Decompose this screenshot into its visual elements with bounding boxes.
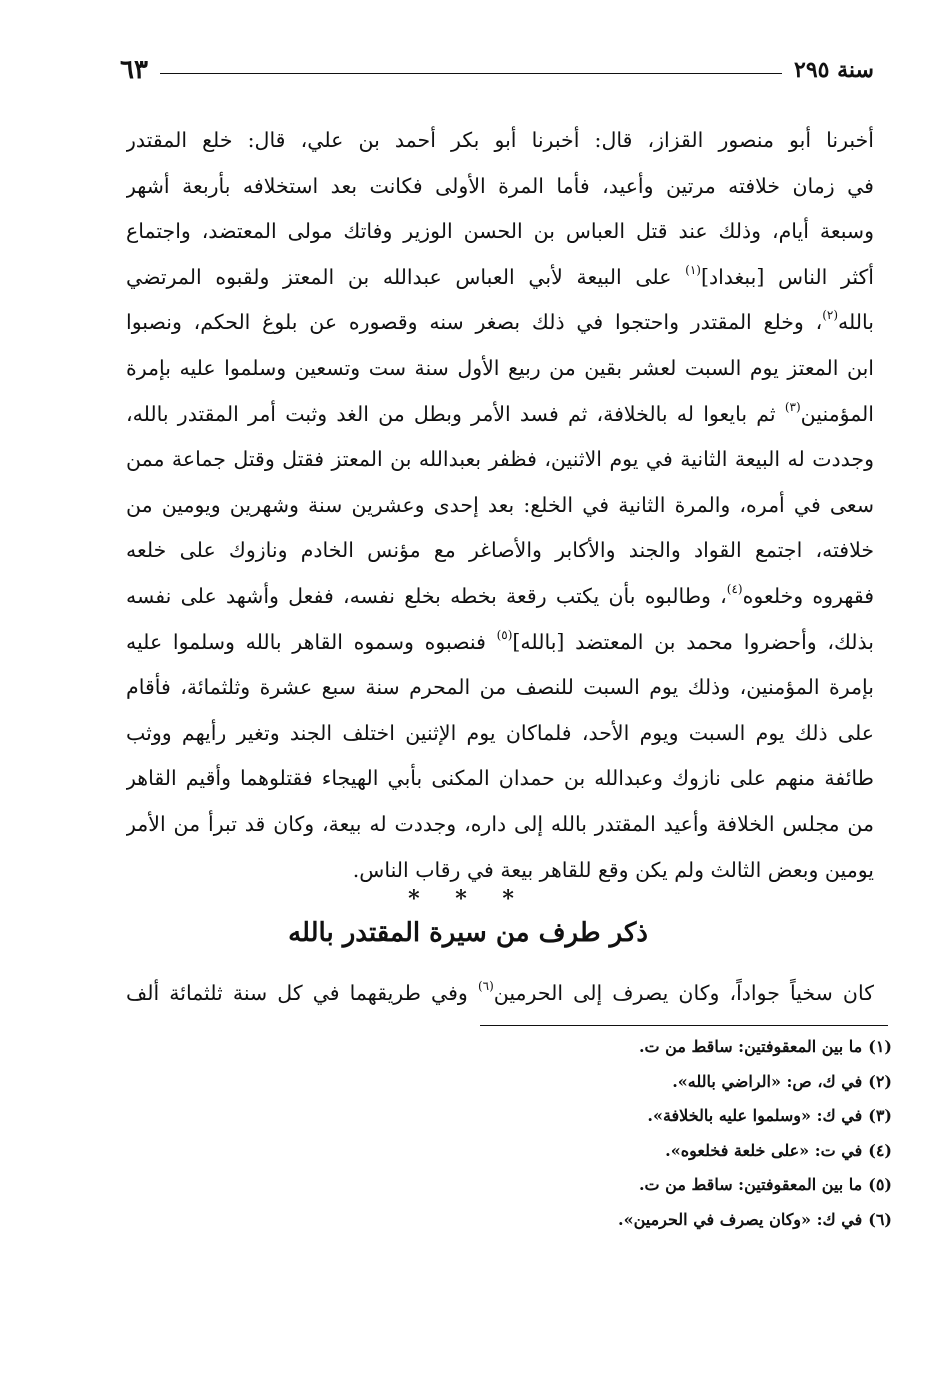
main-text <box>126 118 874 893</box>
footnote: (١)ما بين المعقوفتين: ساقط من ت. <box>638 1037 892 1056</box>
running-header <box>120 50 874 90</box>
text-line: يومين وبعض الثالث ولم يكن وقع للقاهر بيعة في رقاب الناس. <box>352 857 874 882</box>
footnote: (٢)في ك، ص: «الراضي بالله». <box>672 1071 892 1091</box>
text-line: ابن المعتز يوم السبت لعشر بقين من ربيع الأول سنة ست وتسعين وسلموا عليه بإمرة <box>126 355 874 380</box>
footnotes <box>126 1030 892 1238</box>
text-line: خلافته، اجتمع القواد والجند والأكابر والأصاغر مع مؤنس الخادم ونازوك على خلعه <box>126 538 874 563</box>
text-line: وجددت له البيعة الثانية في يوم الاثنين، فظفر بعبدالله بن المعتز فقتل وقتل جماعة ممن <box>126 447 874 472</box>
page-number: ٦٣ <box>120 55 148 85</box>
text-line: فقهروه وخلعوه$^{(٤)}$، وطالبوه بأن يكتب رقعة بخطه بخلع نفسه، ففعل وأشهد على نفسه <box>126 581 874 608</box>
footnote-marker: (٤) <box>726 581 743 596</box>
footnote-marker: (١) <box>685 262 701 277</box>
footnote: (٤)في ت: «على خلعة فخلعوه». <box>665 1140 892 1160</box>
text-line: من مجلس الخلافة وأعيد المقتدر بالله إلى داره، وجددت له بيعة، وكان قد تبرأ من الأمر <box>126 811 874 836</box>
section-separator: * * * <box>408 886 528 912</box>
section-first-line: كان سخياً جواداً، وكان يصرف إلى الحرمين$^{(٦)}$ وفي طريقهما في كل سنة ثلثمائة ألف <box>126 979 874 1005</box>
text-line: أخبرنا أبو منصور القزاز، قال: أخبرنا أبو بكر أحمد بن علي، قال: خلع المقتدر <box>126 128 874 152</box>
footnote: (٥)ما بين المعقوفتين: ساقط من ت. <box>638 1175 892 1195</box>
footnote-marker: (٢) <box>822 308 839 323</box>
text-line: طائفة منهم على نازوك وعبدالله بن حمدان المكنى بأبي الهيجاء فقتلوهما وأقيم القاهر <box>126 766 874 791</box>
header-rule <box>160 73 782 74</box>
text-line: وسبعة أيام، وذلك عند قتل العباس بن الحسن الوزير وفاتك مولى المعتضد، واجتماع <box>126 219 874 244</box>
footnote-marker: (٣) <box>784 399 801 414</box>
header-year: سنة ٢٩٥ <box>794 57 874 83</box>
footnote-marker: (٦) <box>477 979 494 993</box>
footnote: (٣)في ك: «وسلموا عليه بالخلافة». <box>647 1106 892 1126</box>
text-line: سعى في أمره، والمرة الثانية في الخلع: بعد إحدى وعشرين سنة وشهرين ويومين من <box>126 492 874 517</box>
text-line: على ذلك يوم السبت ويوم الأحد، فلماكان يوم الإثنين اختلف الجند وتغير رأيهم ووثب <box>126 720 874 745</box>
footnote-divider <box>480 1025 888 1026</box>
text-line: بإمرة المؤمنين، وذلك يوم السبت للنصف من المحرم سنة سبع عشرة وثلثمائة، فأقام <box>126 675 874 700</box>
text-line: بذلك، وأحضروا محمد بن المعتضد [بالله]$^{(٥)}$ فنصبوه وسموه القاهر بالله وسلموا عليه <box>126 627 874 654</box>
text-line: في زمان خلافته مرتين وأعيد، فأما المرة الأولى فكانت بعد استخلافه بأربعة أشهر <box>126 173 874 198</box>
text-line: أكثر الناس [ببغداد]$^{(١)}$ على البيعة لأبي العباس عبدالله بن المعتز ولقبوه المرتضي <box>126 262 874 289</box>
footnote-marker: (٥) <box>496 627 513 642</box>
section-heading: ذكر طرف من سيرة المقتدر بالله <box>288 918 648 948</box>
footnote: (٦)في ك: «وكان يصرف في الحرمين». <box>618 1209 892 1229</box>
text-line: بالله$^{(٢)}$، وخلع المقتدر واحتجوا في ذلك بصغر سنه وقصوره عن بلوغ الحكم، ونصبوا <box>126 308 874 335</box>
text-line: المؤمنين$^{(٣)}$ ثم بايعوا له بالخلافة، ثم فسد الأمر وبطل من الغد وثبت أمر المقتدر بالله، <box>126 399 874 426</box>
